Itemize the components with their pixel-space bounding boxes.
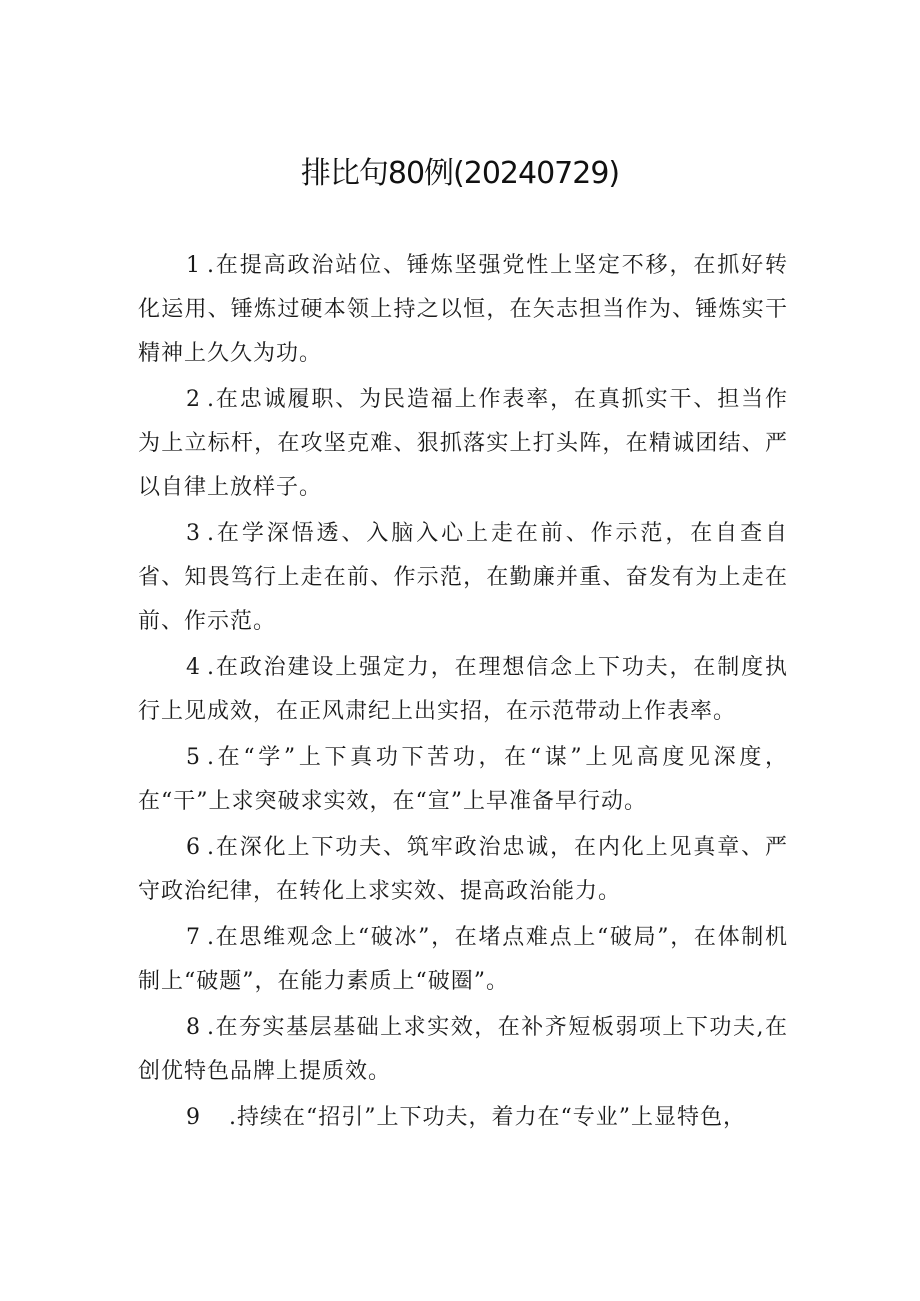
paragraph-number: 7	[186, 925, 201, 950]
paragraph-number: 2	[186, 387, 201, 412]
paragraph-number: 3	[186, 521, 201, 546]
paragraph-text: .在政治建设上强定力，在理想信念上下功夫，在制度执行上见成效，在正风肃纪上出实招，在示范带动上作表率。	[138, 655, 788, 724]
paragraph-6	[138, 826, 788, 914]
paragraph-8	[138, 1006, 788, 1094]
paragraph-number: 6	[186, 835, 201, 860]
document-body	[138, 244, 788, 1142]
paragraph-2	[138, 378, 788, 510]
paragraph-3	[138, 512, 788, 644]
paragraph-text: .在学深悟透、入脑入心上走在前、作示范，在自查自省、知畏笃行上走在前、作示范，在勤廉并重、奋发有为上走在前、作示范。	[138, 521, 788, 634]
paragraph-text: .在深化上下功夫、筑牢政治忠诚，在内化上见真章、严守政治纪律，在转化上求实效、提高政治能力。	[138, 835, 788, 904]
paragraph-text: .在“学”上下真功下苦功，在“谋”上见高度见深度，在“干”上求突破求实效，在“宣”上早准备早行动。	[138, 745, 788, 814]
paragraph-text: .在提高政治站位、锤炼坚强党性上坚定不移，在抓好转化运用、锤炼过硬本领上持之以恒，在矢志担当作为、锤炼实干精神上久久为功。	[138, 253, 788, 366]
paragraph-text: .在思维观念上“破冰”，在堵点难点上“破局”，在体制机制上“破题”，在能力素质上“破圈”。	[138, 925, 788, 994]
paragraph-9	[138, 1096, 788, 1140]
paragraph-1	[138, 244, 788, 376]
paragraph-number: 8	[186, 1015, 201, 1040]
paragraph-text: .在夯实基层基础上求实效，在补齐短板弱项上下功夫,在创优特色品牌上提质效。	[138, 1015, 788, 1084]
paragraph-text: .在忠诚履职、为民造福上作表率，在真抓实干、担当作为上立标杆，在攻坚克难、狠抓落实上打头阵，在精诚团结、严以自律上放样子。	[138, 387, 788, 500]
paragraph-5	[138, 736, 788, 824]
paragraph-number: 5	[186, 745, 201, 770]
document-title: 排比句80例(20240729)	[300, 156, 620, 191]
paragraph-text: .持续在“招引”上下功夫，着力在“专业”上显特色，	[229, 1105, 746, 1130]
paragraph-number: 1	[186, 253, 201, 278]
paragraph-4	[138, 646, 788, 734]
paragraph-7	[138, 916, 788, 1004]
paragraph-number: 9	[186, 1105, 201, 1130]
paragraph-number: 4	[186, 655, 201, 680]
